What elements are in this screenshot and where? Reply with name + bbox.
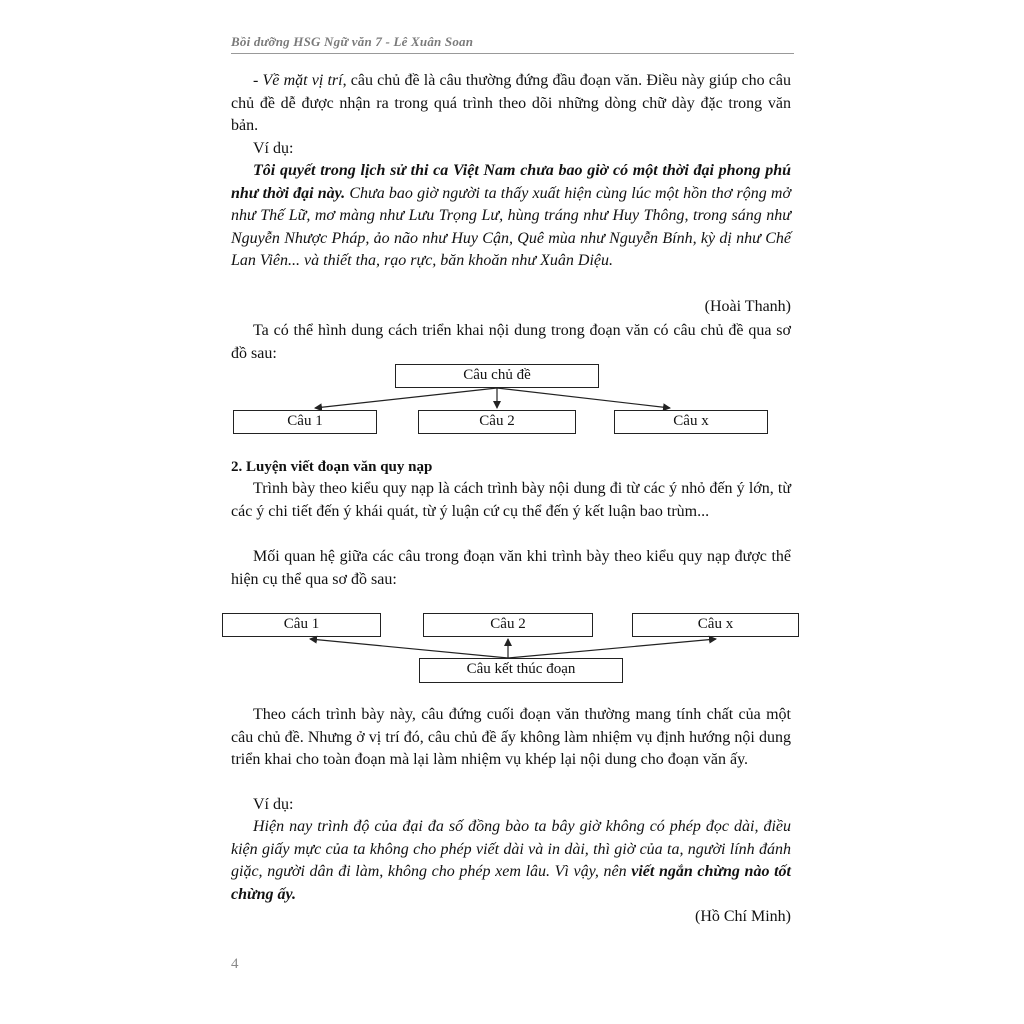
example1-rest: Chưa bao giờ người ta thấy xuất hiện cùng lúc một hồn thơ rộng mở như Thế Lữ, mơ màng như Lưu Trọng Lư, hùng tráng như Huy Thông, trong sáng như Nguyễn Nhược Pháp, ảo não như Huy Cận, Quê mùa như Nguyễn Bính, kỳ dị như Chế Lan Viên... và thiết tha, rạo rực, băn khoăn như Xuân Diệu. (231, 184, 791, 269)
diagram2-concluding-sentence: Câu kết thúc đoạn (419, 658, 623, 683)
para1-lead: - (253, 72, 263, 89)
example-label-1: Ví dụ: (253, 140, 294, 157)
example1-bold: Tôi quyết trong lịch sử thi ca Việt Nam chưa bao giờ có một thời đại phong phú như thời đại này. (231, 162, 791, 202)
diagram2-node-2: Câu 2 (423, 613, 593, 637)
arrow-conclusion-to-x (508, 639, 716, 658)
example2-bold: viết ngắn chừng nào tốt chừng ấy. (231, 863, 791, 903)
diagram2-node-1: Câu 1 (222, 613, 381, 637)
paragraph-inductive-def: Trình bày theo kiểu quy nạp là cách trình bày nội dung đi từ các ý nhỏ đến ý lớn, từ các ý chi tiết đến ý khái quát, từ ý luận cứ cụ thể đến ý kết luận bao trùm... (231, 480, 791, 520)
paragraph-inductive-relation: Mối quan hệ giữa các câu trong đoạn văn khi trình bày theo kiểu quy nạp được thể hiện cụ thể qua sơ đồ sau: (231, 548, 791, 588)
example1-author: (Hoài Thanh) (704, 298, 791, 315)
diagram1-node-2: Câu 2 (418, 410, 576, 434)
arrow-topic-to-x (497, 388, 670, 408)
example2-author: (Hồ Chí Minh) (695, 908, 791, 925)
example-quote-2 (231, 816, 791, 906)
diagram1-node-x: Câu x (614, 410, 768, 434)
arrow-topic-to-1 (315, 388, 497, 408)
para1-lead-italic: Về mặt vị trí (262, 72, 343, 89)
paragraph-conclusion-role: Theo cách trình bày này, câu đứng cuối đoạn văn thường mang tính chất của một câu chủ đề. Nhưng ở vị trí đó, câu chủ đề ấy không làm nhiệm vụ định hướng nội dung triển khai cho toàn đoạn mà lại làm nhiệm vụ khép lại nội dung cho đoạn văn ấy. (231, 706, 791, 768)
running-header: Bồi dưỡng HSG Ngữ văn 7 - Lê Xuân Soan (231, 34, 794, 54)
example2-rest: Hiện nay trình độ của đại đa số đồng bào ta bây giờ không có phép đọc dài, điều kiện giấy mực của ta không cho phép viết dài và in dài, thì giờ của ta, người lính đánh giặc, người dân đi làm, không cho phép xem lâu. Vì vậy, nên (231, 818, 791, 880)
paragraph-diagram-intro: Ta có thể hình dung cách triển khai nội dung trong đoạn văn có câu chủ đề qua sơ đồ sau: (231, 322, 791, 362)
diagram2-node-x: Câu x (632, 613, 799, 637)
example-label-2: Ví dụ: (253, 796, 294, 813)
page-number: 4 (231, 956, 239, 972)
arrow-conclusion-to-1 (310, 639, 508, 658)
diagram1-node-1: Câu 1 (233, 410, 377, 434)
para1-text: , câu chủ đề là câu thường đứng đầu đoạn văn. Điều này giúp cho câu chủ đề dễ được nhận ra trong quá trình theo dõi những dòng chữ dày đặc trong văn bản. (231, 72, 791, 134)
diagram1-topic-sentence: Câu chủ đề (395, 364, 599, 388)
section2-heading: 2. Luyện viết đoạn văn quy nạp (231, 459, 433, 475)
